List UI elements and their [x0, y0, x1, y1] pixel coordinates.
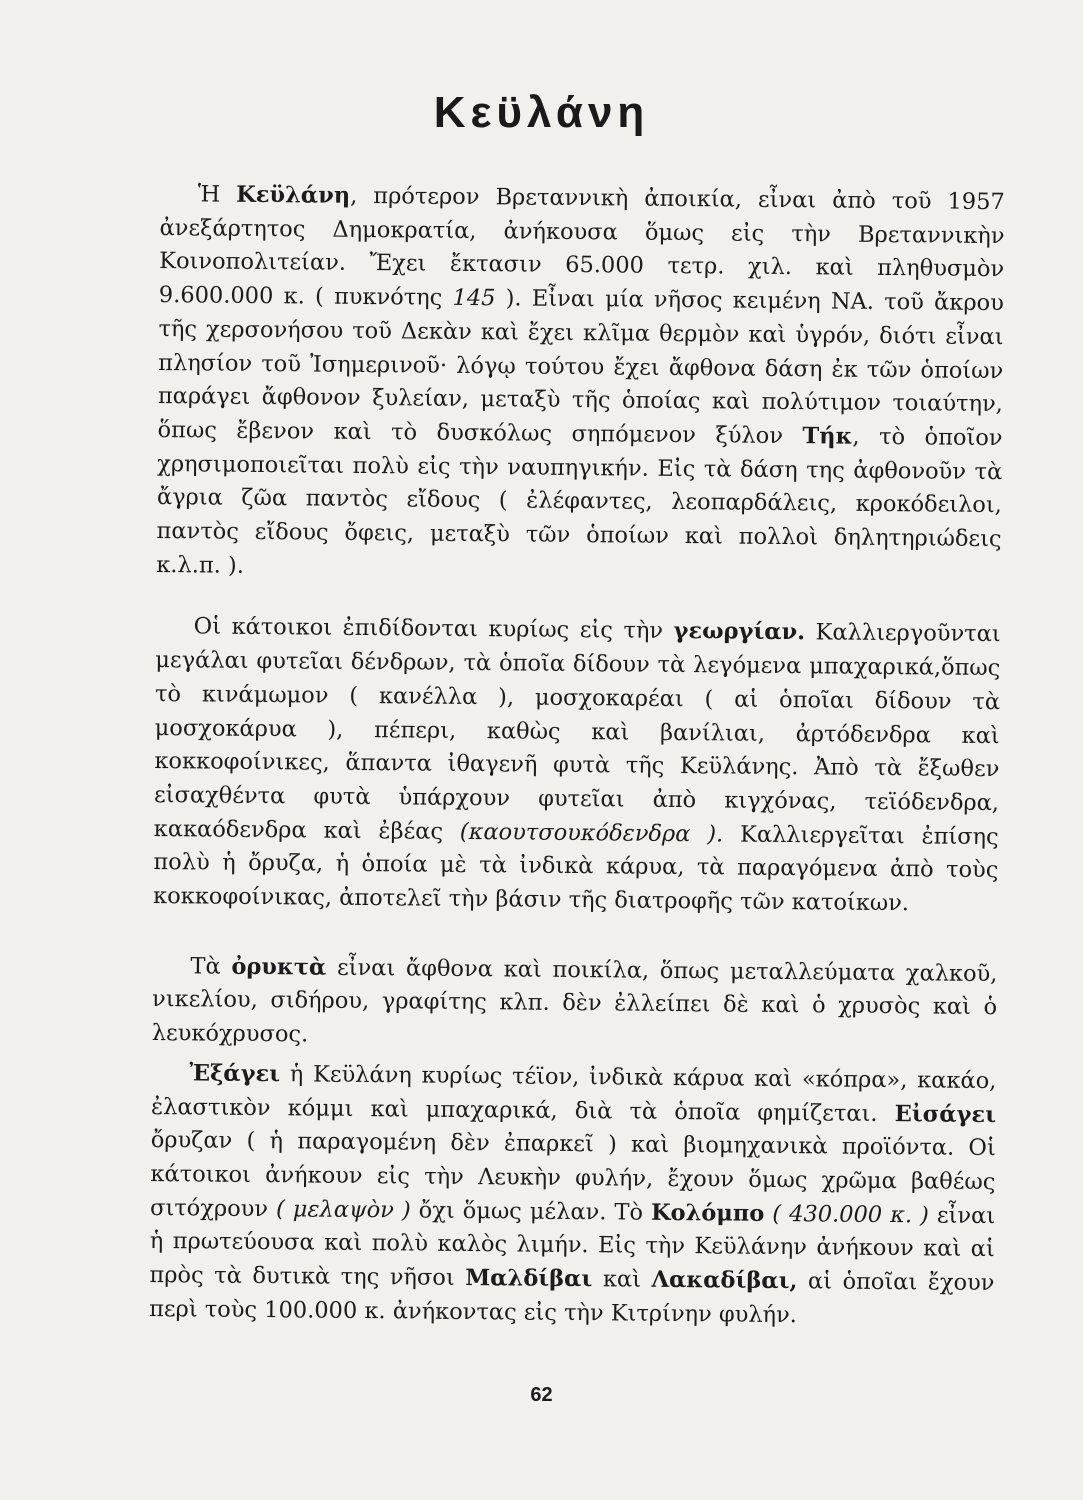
p4-b2: Εἰσάγει [894, 1100, 997, 1128]
p2-s3: Καλλιεργεῖται ἐπίσης πολὺ ἡ ὄρυζα, ἡ ὁποία μὲ τὰ ἰνδικὰ κάρυα, τὰ παραγόμενα ἀπὸ τοὺς κοκκοφοίνικας, ἀποτελεῖ τὴν βάσιν τῆς διατροφῆς τῶν κατοίκων. [152, 821, 999, 917]
p1-b1: Κεϋλάνη [236, 181, 351, 209]
p4-i2: ( 430.000 κ. ) [764, 1200, 930, 1229]
p4-s5: καὶ [592, 1266, 652, 1293]
p3-s2: εἶναι ἄφθονα καὶ ποικίλα, ὅπως μεταλλεύματα χαλκοῦ, νικελίου, σιδήρου, γραφίτης κλπ. δὲν ἐλλείπει δὲ καὶ ὁ χρυσὸς καὶ ὁ λευκόχρυσος. [151, 954, 998, 1048]
paragraph-intro [156, 178, 1005, 591]
p3-s1: Τὰ [190, 953, 232, 980]
p2-s2: Καλλιεργοῦνται μεγάλαι φυτεῖαι δένδρων, τὰ ὁποῖα δίδουν τὰ λεγόμενα μπαχαρικά,ὅπως τὸ κινάμωμον ( κανέλλα ), μοσχοκαρέαι ( αἱ ὁποῖαι δίδουν τὰ μοσχοκάρυα ), πέπερι, καθὼς καὶ βανίλιαι, ἀρτόδενδρα καὶ κοκκοφοίνικες, ἅπαντα ἰθαγενῆ φυτὰ τῆς Κεϋλάνης. Ἀπὸ τὰ ἔξωθεν εἰσαχθέντα φυτὰ ὑπάρχουν φυτεῖαι ἀπὸ κιγχόνας, τεϊόδενδρα, κακαόδενδρα καὶ ἐβέας [153, 619, 1001, 845]
p4-s3: ὄχι ὅμως μέλαν. Τὸ [410, 1197, 652, 1226]
p1-s4: , τὸ ὁποῖον χρησιμοποιεῖται πολὺ εἰς τὴν ναυπηγικήν. Εἰς τὰ δάση της ἀφθονοῦν τὰ ἄγρια ζῶα παντὸς εἴδους ( ἐλέφαντες, λεοπαρδάλεις, κροκόδειλοι, παντὸς εἴδους ὄφεις, μεταξὺ τῶν ὁποίων καὶ πολλοὶ δηλητηριώδεις κ.λ.π. ). [156, 423, 1003, 579]
p2-i1: (καουτσουκόδενδρα ). [459, 818, 724, 848]
p1-s1: Ἡ [197, 181, 237, 208]
p4-b4: Μαλδίβαι [465, 1265, 593, 1293]
p4-s2: ὄρυζαν ( ἡ παραγομένη δὲν ἐπαρκεῖ ) καὶ βιομηχανικὰ προϊόντα. Οἱ κάτοικοι ἀνήκουν εἰς τὴν Λευκὴν φυλήν, ἔχουν ὅμως χρῶμα βαθέως σιτόχρουν [149, 1127, 996, 1222]
p4-s1: ἡ Κεϋλάνη κυρίως τέϊον, ἰνδικὰ κάρυα καὶ «κόπρα», κακάο, ἐλαστικὸν κόμμι καὶ μπαχαρικά, διὰ τὰ ὁποῖα φημίζεται. [150, 1061, 997, 1127]
p2-b1: γεωργίαν. [673, 618, 806, 646]
p4-b1: Ἐξάγει [189, 1060, 281, 1088]
p1-s3: ). Εἶναι μία νῆσος κειμένη ΝΑ. τοῦ ἄκρου τῆς χερσονήσου τοῦ Δεκὰν καὶ ἔχει κλῖμα θερμὸν καὶ ὑγρόν, διότι εἶναι πλησίον τοῦ Ἰσημερινοῦ· λόγῳ τούτου ἔχει ἄφθονα δάση ἐκ τῶν ὁποίων παράγει ἄφθονον ξυλείαν, μεταξὺ τῆς ὁποίας καὶ πολύτιμον τοιαύτην, ὅπως ἔβενον καὶ τὸ δυσκόλως σηπόμενον ξύλον [157, 285, 1004, 450]
p1-i1: 145 [452, 284, 496, 312]
p1-s2: , πρότερον Βρεταννικὴ ἀποικία, εἶναι ἀπὸ τοῦ 1957 ἀνεξάρτητος Δημοκρατία, ἀνήκουσα ὅμως εἰς τὴν Βρεταννικὴν Κοινοπολιτείαν. Ἔχει ἔκτασιν 65.000 τετρ. χιλ. καὶ πληθυσμὸν 9.600.000 κ. ( πυκνότης [158, 182, 1005, 311]
p2-s1: Οἱ κάτοικοι ἐπιδίδονται κυρίως εἰς τὴν [193, 613, 674, 645]
page-number: 62 [530, 1384, 553, 1406]
p4-b3: Κολόμπο [650, 1199, 765, 1227]
paragraph-minerals [152, 950, 998, 1059]
page-title: Κεϋλάνη [433, 88, 650, 137]
paragraph-trade [149, 1057, 997, 1335]
body-text [149, 178, 1005, 1335]
p4-s6: αἱ ὁποῖαι ἔχουν περὶ τοὺς 100.000 κ. ἀνήκοντας εἰς τὴν Κιτρίνην φυλήν. [149, 1268, 995, 1328]
p4-i1: ( μελαψὸν ) [275, 1195, 411, 1224]
p1-b2: Τήκ [802, 423, 853, 450]
paragraph-agriculture [153, 610, 1001, 921]
p4-s4: εἶναι ἡ πρωτεύουσα καὶ πολὺ καλὸς λιμήν. Εἰς τὴν Κεϋλάνην ἀνήκουν καὶ αἱ πρὸς τὰ δυτικὰ της νῆσοι [149, 1202, 996, 1292]
p3-b1: ὀρυκτὰ [231, 953, 327, 981]
p4-b5: Λακαδίβαι, [651, 1266, 798, 1295]
